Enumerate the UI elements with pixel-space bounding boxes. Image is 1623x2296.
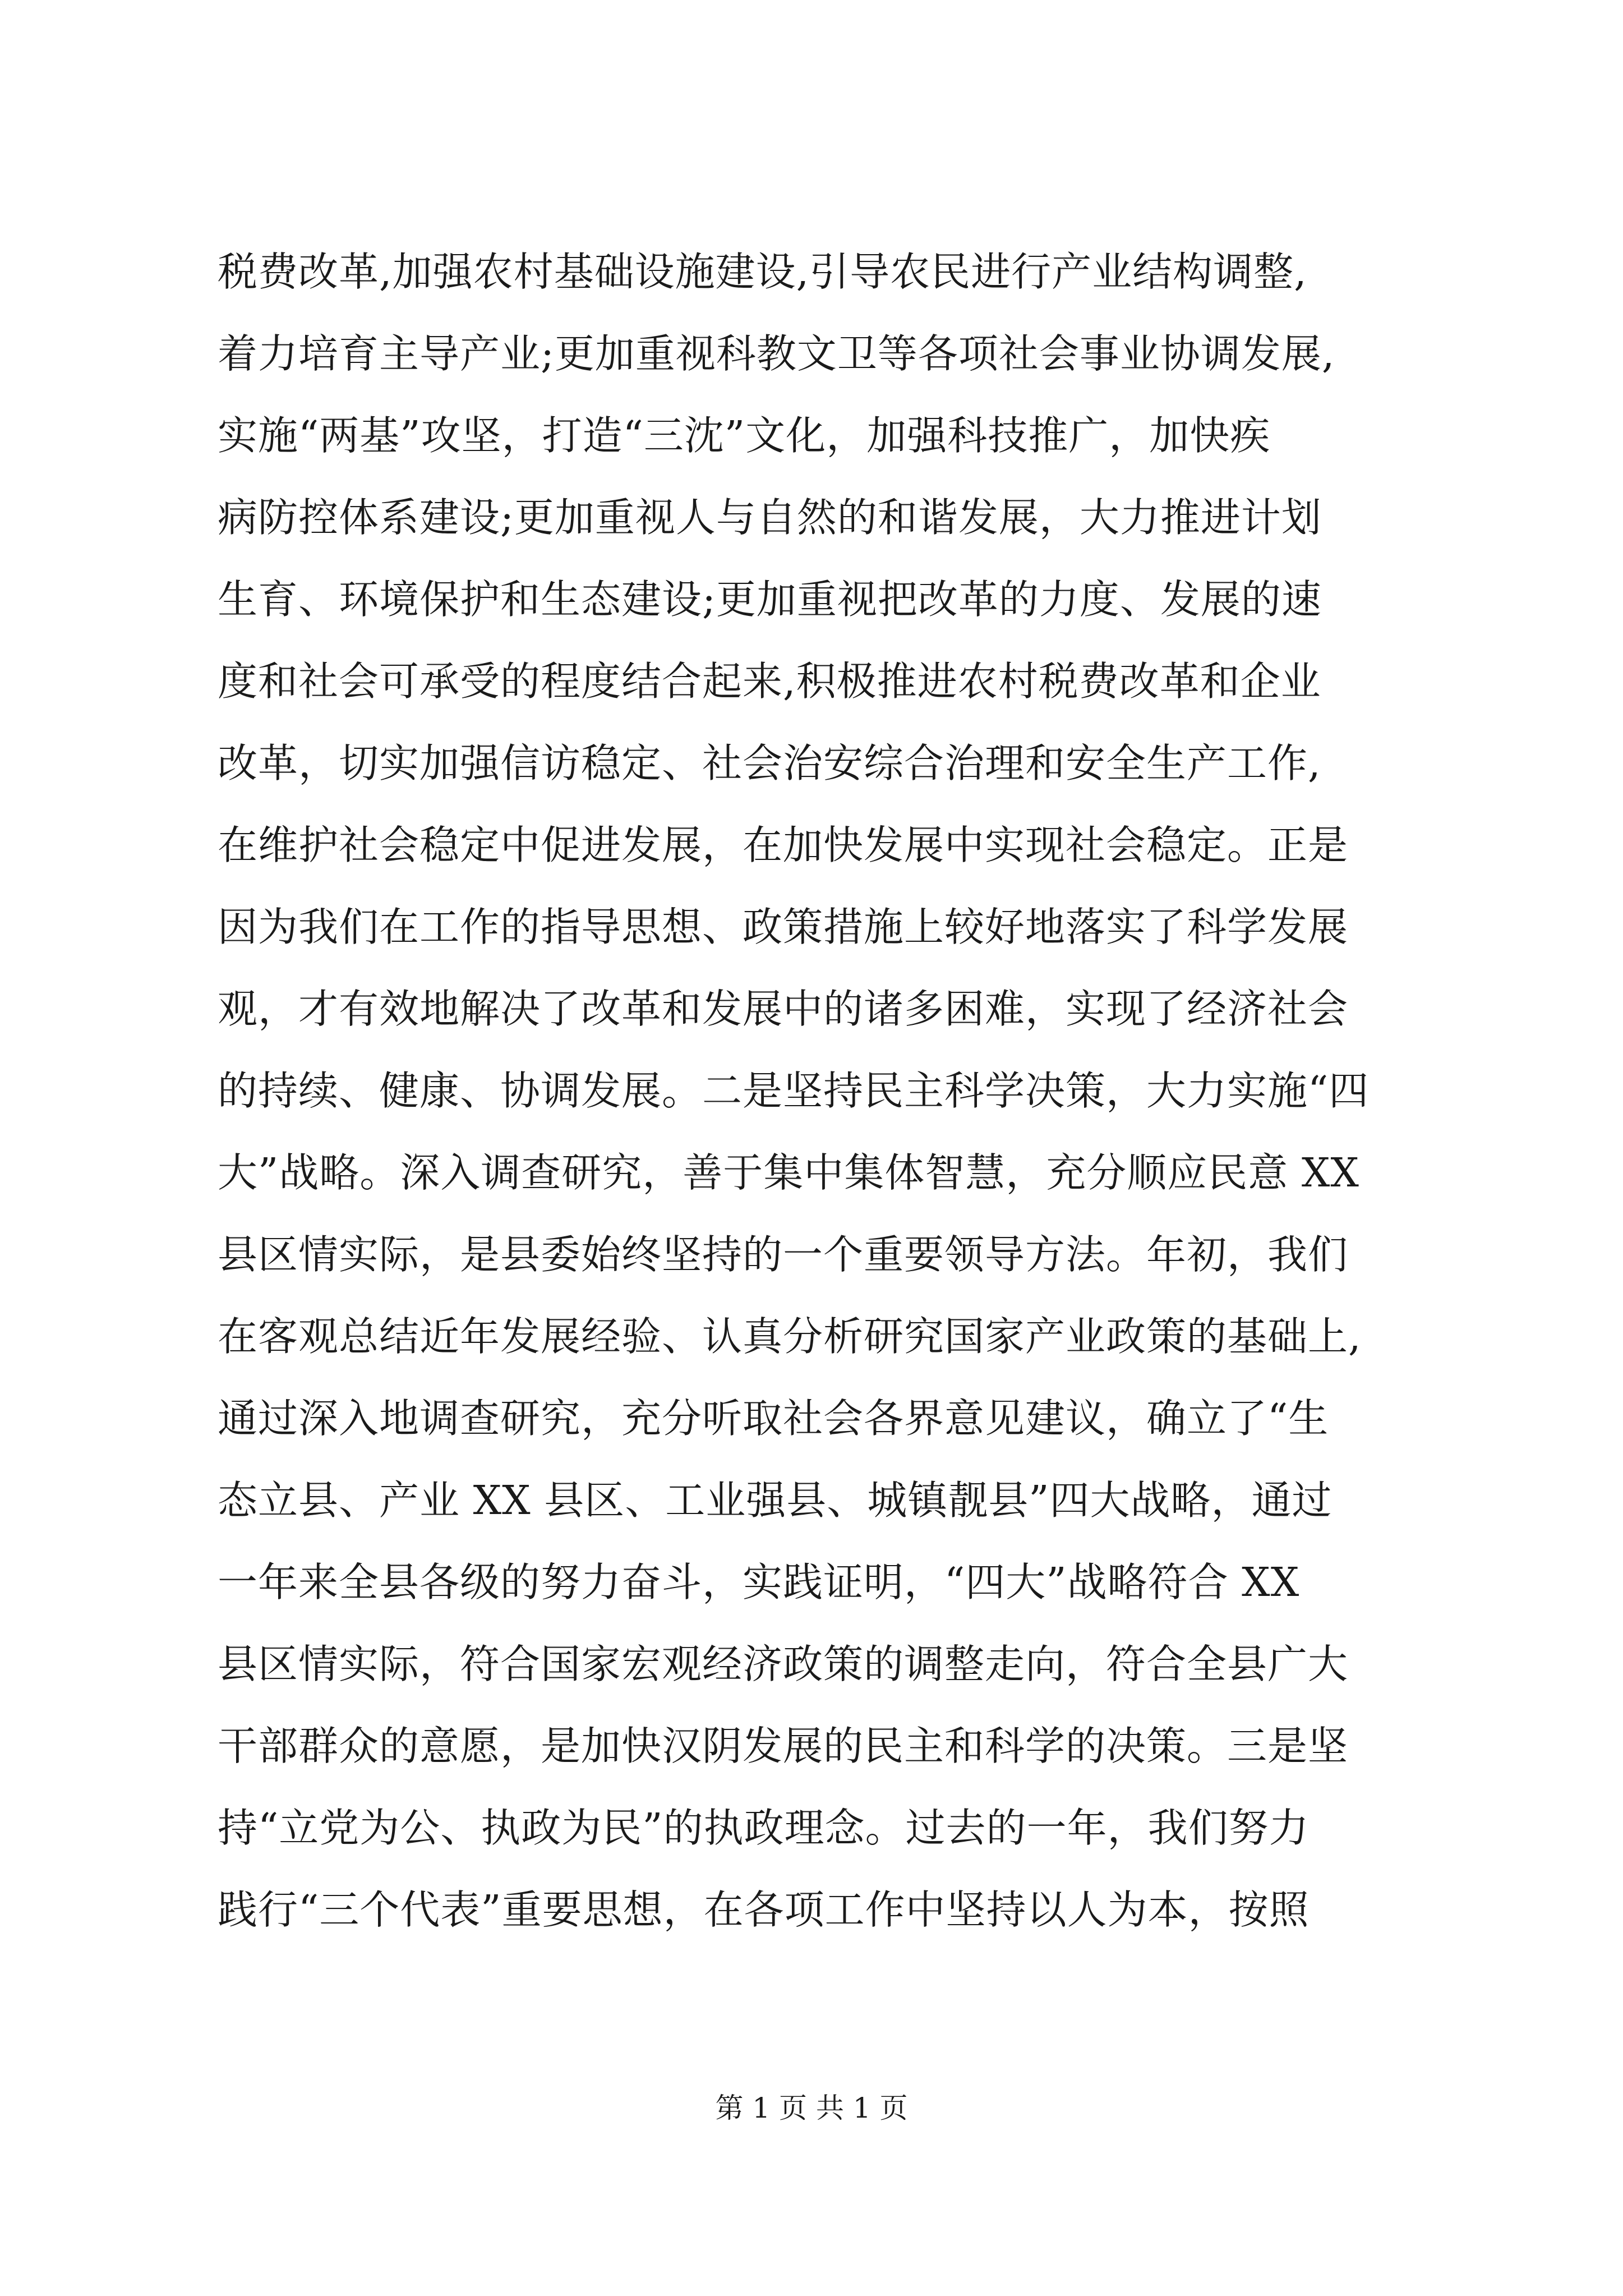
text-line: 生育、环境保护和生态建设;更加重视把改革的力度、发展的速 [218,576,1322,623]
text-line: 持“立党为公、执政为民”的执政理念。过去的一年，我们努力 [218,1805,1310,1851]
text-line: 态立县、产业 XX 县区、工业强县、城镇靓县”四大战略，通过 [218,1477,1332,1524]
text-line: 一年来全县各级的努力奋斗，实践证明，“四大”战略符合 XX [218,1559,1300,1605]
text-line: 度和社会可承受的程度结合起来,积极推进农村税费改革和企业 [218,658,1321,705]
text-line: 干部群众的意愿，是加快汉阴发展的民主和科学的决策。三是坚 [218,1723,1349,1769]
text-line: 税费改革,加强农村基础设施建设,引导农民进行产业结构调整, [218,249,1307,295]
text-line: 的持续、健康、协调发展。二是坚持民主科学决策，大力实施“四 [218,1068,1370,1114]
text-line: 县区情实际，符合国家宏观经济政策的调整走向，符合全县广大 [218,1641,1349,1687]
text-line: 大”战略。深入调查研究，善于集中集体智慧，充分顺应民意 XX [218,1149,1359,1196]
text-line: 实施“两基”攻坚，打造“三沈”文化，加强科技推广，加快疾 [218,412,1271,459]
text-line: 在客观总结近年发展经验、认真分析研究国家产业政策的基础上, [218,1313,1362,1360]
text-line: 践行“三个代表”重要思想，在各项工作中坚持以人为本，按照 [218,1887,1310,1933]
text-line: 县区情实际，是县委始终坚持的一个重要领导方法。年初，我们 [218,1231,1349,1278]
page-number-footer: 第 1 页 共 1 页 [715,2092,908,2124]
text-line: 在维护社会稳定中促进发展，在加快发展中实现社会稳定。正是 [218,822,1349,868]
text-line: 因为我们在工作的指导思想、政策措施上较好地落实了科学发展 [218,904,1349,950]
text-line: 观，才有效地解决了改革和发展中的诸多困难，实现了经济社会 [218,986,1349,1032]
body-paragraph [218,231,1479,1951]
text-line: 病防控体系建设;更加重视人与自然的和谐发展，大力推进计划 [218,494,1322,541]
text-line: 改革，切实加强信访稳定、社会治安综合治理和安全生产工作, [218,740,1321,786]
text-line: 着力培育主导产业;更加重视科教文卫等各项社会事业协调发展, [218,330,1335,377]
text-line: 通过深入地调查研究，充分听取社会各界意见建议，确立了“生 [218,1395,1329,1442]
